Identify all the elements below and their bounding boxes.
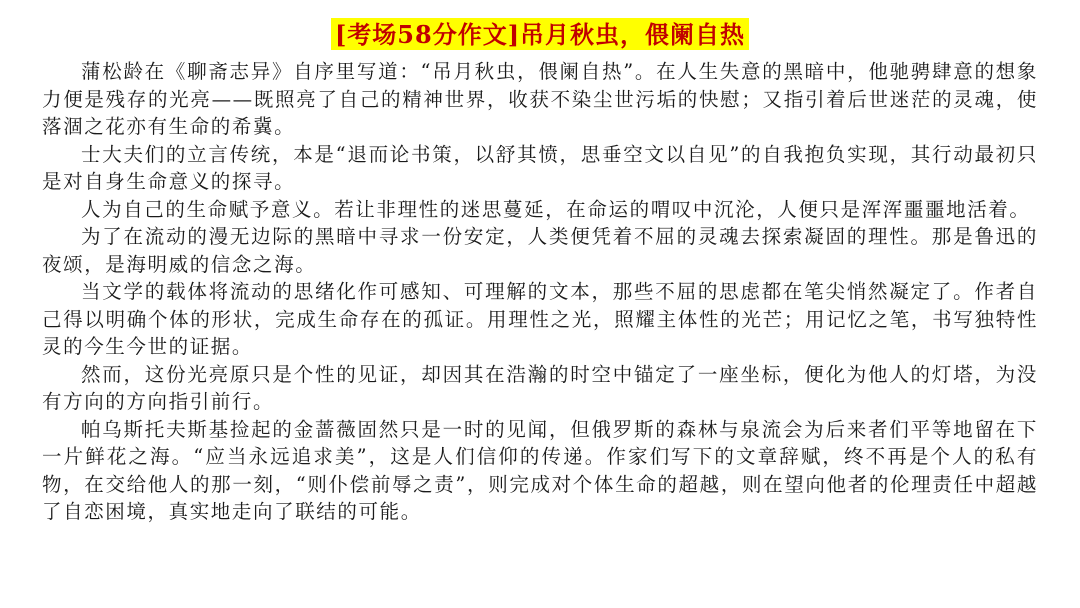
paragraph-6: 然而，这份光亮原只是个性的见证，却因其在浩瀚的时空中锚定了一座坐标，便化为他人的灯塔，为没有方向的方向指引前行。 xyxy=(42,362,1038,413)
title-subject: 吊月秋虫，偎阑自热 xyxy=(520,20,746,49)
paragraph-2: 士大夫们的立言传统，本是“退而论书策，以舒其愤，思垂空文以自见”的自我抱负实现，其行动最初只是对自身生命意义的探寻。 xyxy=(42,142,1038,193)
essay-title xyxy=(331,18,749,50)
title-tag: [考场58分作文] xyxy=(334,20,521,49)
title-bar xyxy=(0,18,1080,50)
paragraph-1: 蒲松龄在《聊斋志异》自序里写道：“吊月秋虫，偎阑自热”。在人生失意的黑暗中，他驰骋肆意的想象力便是残存的光亮——既照亮了自己的精神世界，收获不染尘世污垢的快慰；又指引着后世迷茫的灵魂，使落涸之花亦有生命的希冀。 xyxy=(42,60,1038,138)
paragraph-5: 当文学的载体将流动的思绪化作可感知、可理解的文本，那些不屈的思虑都在笔尖悄然凝定了。作者自己得以明确个体的形状，完成生命存在的孤证。用理性之光，照耀主体性的光芒；用记忆之笔，书写独特性灵的今生今世的证据。 xyxy=(42,280,1038,358)
paragraph-7: 帕乌斯托夫斯基捡起的金蔷薇固然只是一时的见闻，但俄罗斯的森林与泉流会为后来者们平等地留在下一片鲜花之海。“应当永远追求美”，这是人们信仰的传递。作家们写下的文章辞赋，终不再是个人的私有物，在交给他人的那一刻，“则仆偿前辱之责”，则完成对个体生命的超越，则在望向他者的伦理责任中超越了自恋困境，真实地走向了联结的可能。 xyxy=(42,417,1038,523)
paragraph-4: 为了在流动的漫无边际的黑暗中寻求一份安定，人类便凭着不屈的灵魂去探索凝固的理性。那是鲁迅的夜颂，是海明威的信念之海。 xyxy=(42,225,1038,276)
paragraph-3: 人为自己的生命赋予意义。若让非理性的迷思蔓延，在命运的喟叹中沉沦，人便只是浑浑噩噩地活着。 xyxy=(81,197,1031,221)
essay-body xyxy=(42,58,1038,526)
